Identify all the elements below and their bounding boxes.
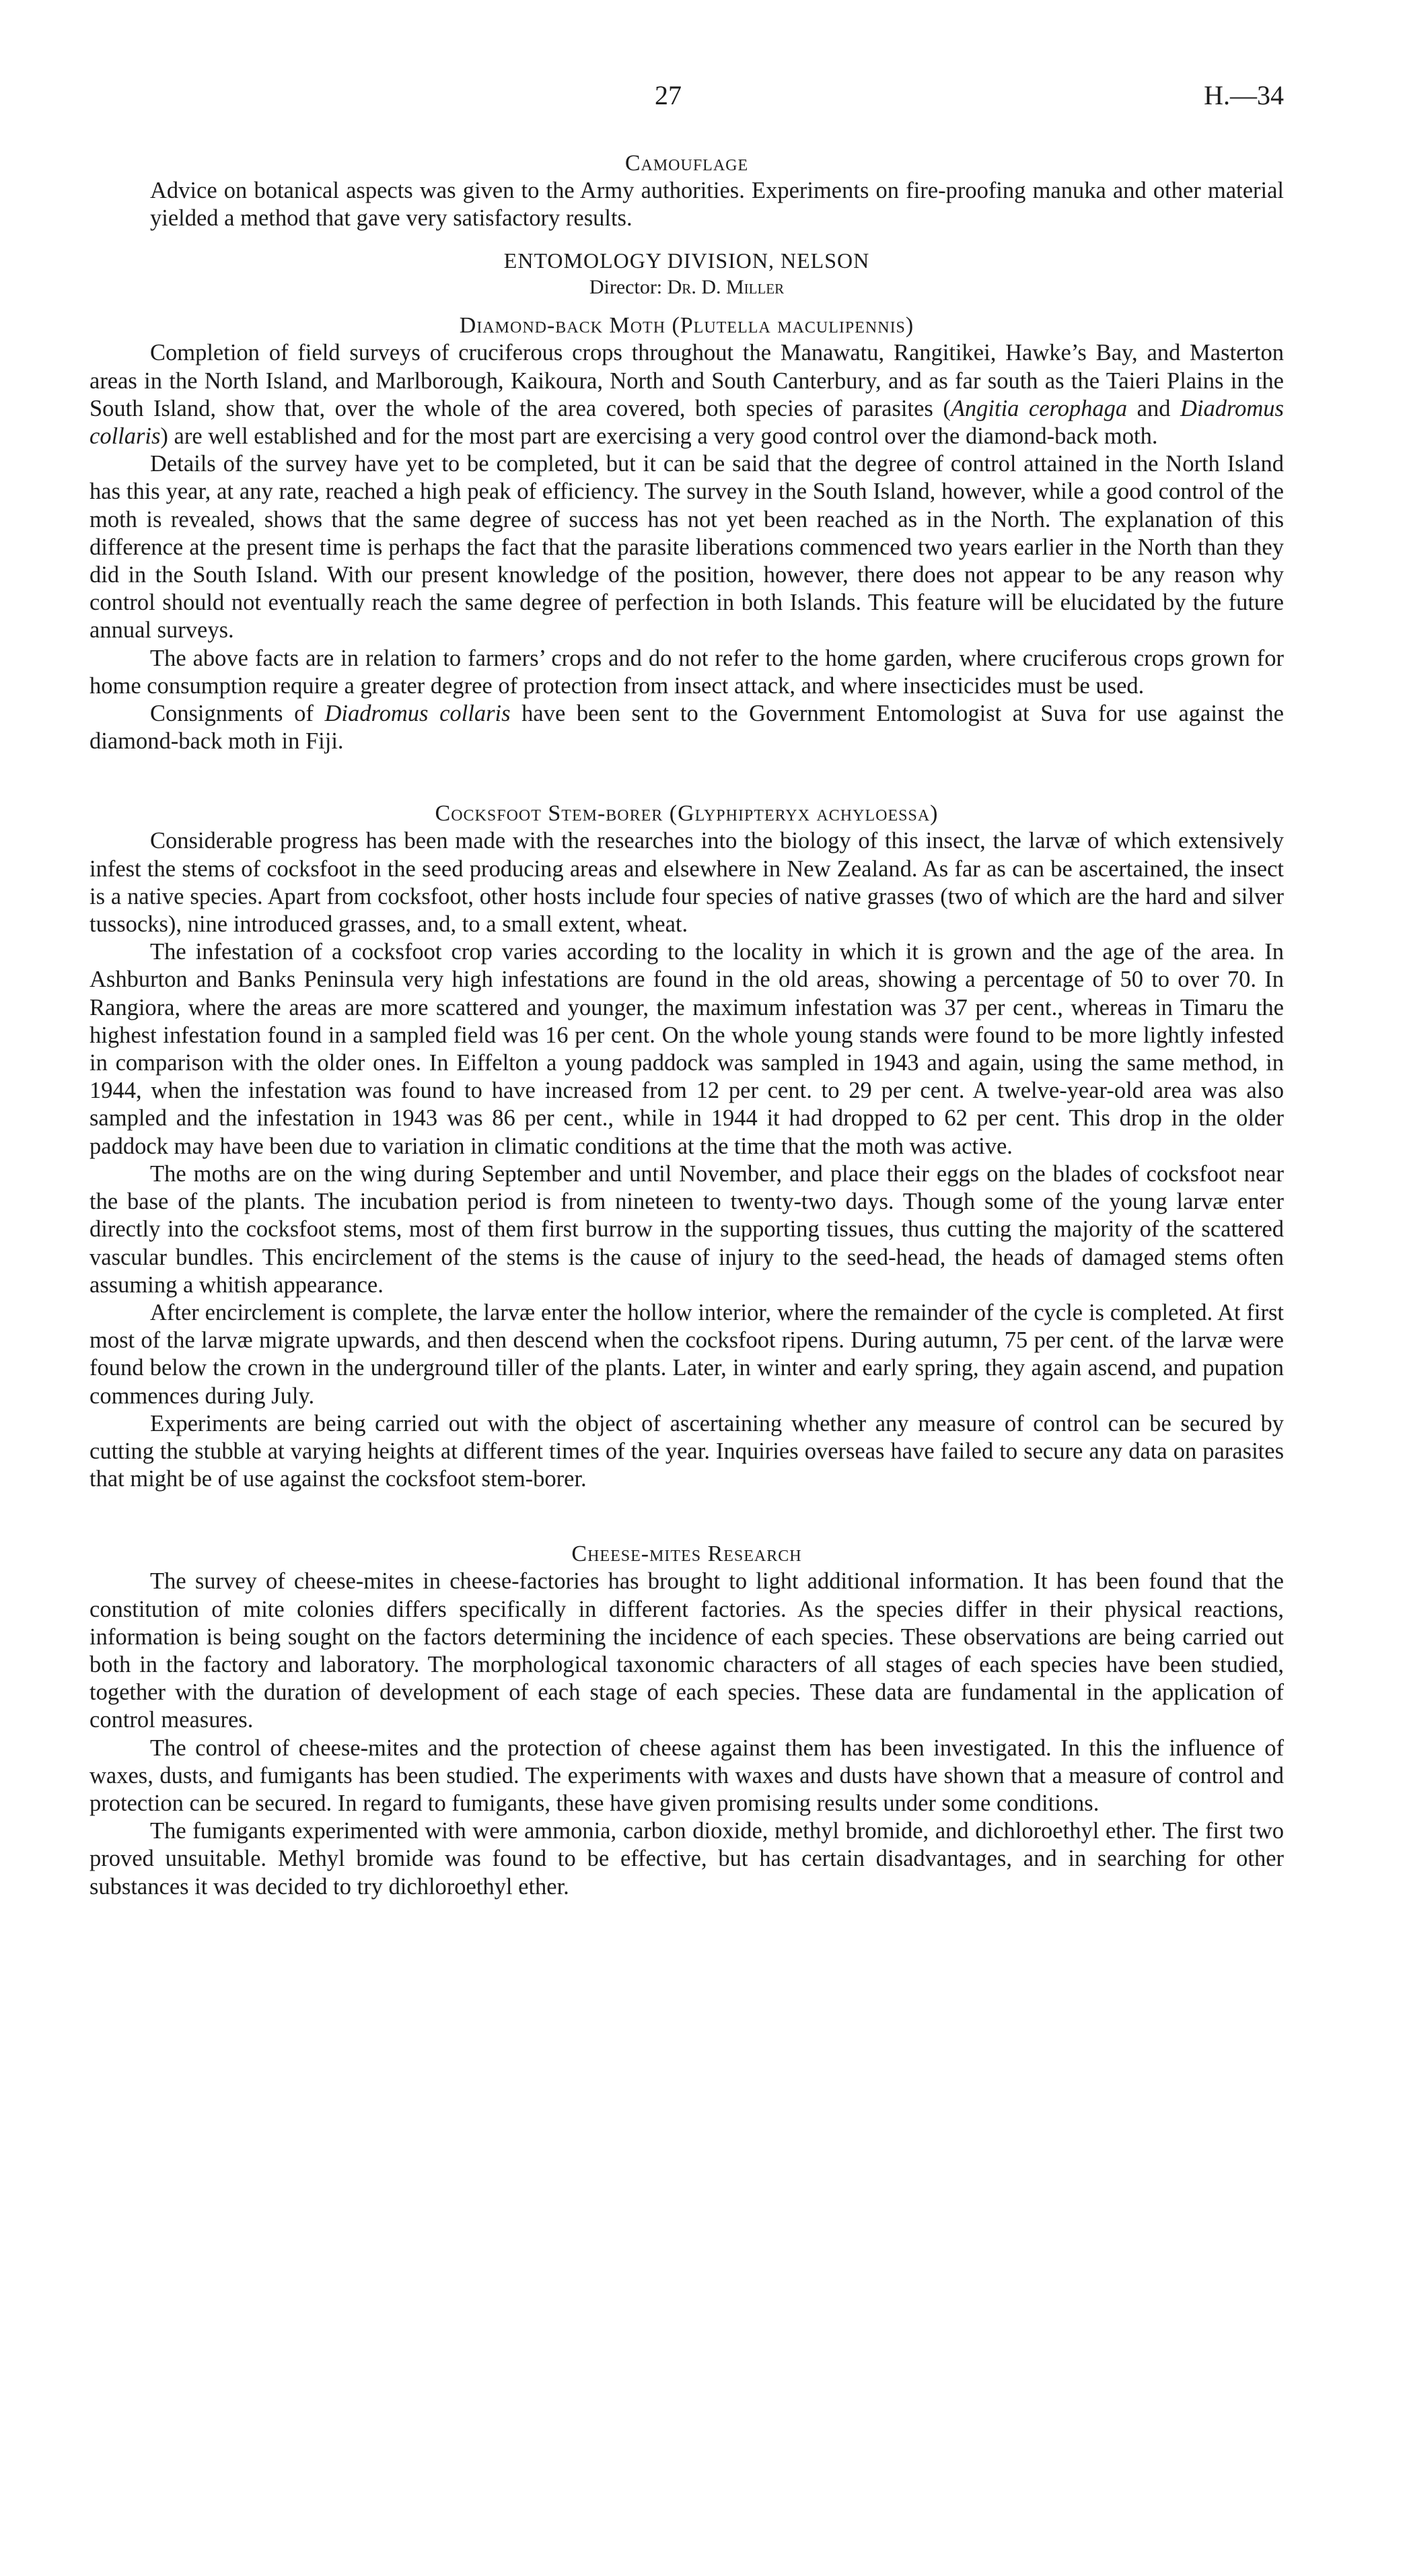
paragraph (89, 339, 1284, 450)
paragraph-text: have been sent to the Government Entomologist at Suva for use against the diamond-back moth in Fiji. (89, 701, 1284, 755)
section-heading-diamond-back-moth: Diamond-back Moth (Plutella maculipennis) (459, 313, 914, 339)
document-body (89, 149, 1284, 1901)
paragraph-text: Consignments of (150, 701, 325, 727)
paragraph: The control of cheese-mites and the protection of cheese against them has been investigated. In this the influence of waxes, dusts, and fumigants has been studied. The experiments with waxes and dusts have shown that a measure of control and protection can be secured. In regard to fumigants, these have given promising results under some conditions. (89, 1735, 1284, 1816)
species-name: Diadromus collaris (324, 701, 511, 727)
species-name: Angitia cerophaga (950, 395, 1128, 421)
director-name: Dr. D. Miller (667, 276, 785, 299)
paragraph-text: and (1127, 395, 1180, 421)
section-heading-cocksfoot-stem-borer: Cocksfoot Stem-borer (Glyphipteryx achyloessa) (435, 801, 939, 827)
paragraph: Experiments are being carried out with the object of ascertaining whether any measure of control can be secured by cutting the stubble at varying heights at different times of the year. Inquiries overseas have failed to secure any data on parasites that might be of use against the cocksfoot stem-borer. (89, 1410, 1284, 1492)
section-heading-cheese-mites: Cheese-mites Research (571, 1541, 802, 1567)
paragraph-text: Completion of field surveys of cruciferous crops throughout the Manawatu, Rangitikei, Hawke’s Bay, and Masterton areas in the North Island, and Marlborough, Kaikoura, North and South Canterbury, and as far south as the Taieri Plains in the South Island, show that, over the whole of the area covered, both species of parasites ( (89, 340, 1284, 421)
paragraph: Details of the survey have yet to be completed, but it can be said that the degree of control attained in the North Island has this year, at any rate, reached a high peak of efficiency. The survey in the South Island, however, while a good control of the moth is revealed, shows that the same degree of success has not yet been reached as in the North. The explanation of this difference at the present time is perhaps the fact that the parasite liberations commenced two years earlier in the North than they did in the South Island. With our present knowledge of the position, however, there does not appear to be any reason why control should not eventually reach the same degree of perfection in both Islands. This feature will be elucidated by the future annual surveys. (89, 451, 1284, 643)
division-heading: ENTOMOLOGY DIVISION, NELSON (503, 248, 870, 273)
paragraph: The survey of cheese-mites in cheese-factories has brought to light additional information. It has been found that the constitution of mite colonies differs specifically in different factories. As the species differ in their physical reactions, information is being sought on the factors determining the incidence of each species. These observations are being carried out both in the factory and laboratory. The morphological taxonomic characters of all stages of each species have been studied, together with the duration of development of each stage of each species. These data are fundamental in the application of control measures. (89, 1568, 1284, 1733)
paragraph-text: ) are well established and for the most part are exercising a very good control over the diamond-back moth. (160, 423, 1158, 450)
paragraph: The above facts are in relation to farmers’ crops and do not refer to the home garden, where cruciferous crops grown for home consumption require a greater degree of protection from insect attack, and where insecticides must be used. (89, 645, 1284, 699)
document-reference: H.—34 (1204, 80, 1284, 110)
paragraph (89, 700, 1284, 755)
paragraph: Considerable progress has been made with the researches into the biology of this insect, the larvæ of which extensively infest the stems of cocksfoot in the seed producing areas and elsewhere in New Zealand. As far as can be ascertained, the insect is a native species. Apart from cocksfoot, other hosts include four species of native grasses (two of which are the hard and silver tussocks), nine introduced grasses, and, to a small extent, wheat. (89, 828, 1284, 938)
paragraph: The moths are on the wing during September and until November, and place their eggs on the blades of cocksfoot near the base of the plants. The incubation period is from nineteen to twenty-two days. Though some of the young larvæ enter directly into the cocksfoot stems, most of them first burrow in the supporting tissues, thus cutting the majority of the scattered vascular bundles. This encirclement of the stems is the cause of injury to the seed-head, the heads of damaged stems often assuming a whitish appearance. (89, 1160, 1284, 1298)
page-number: 27 (655, 80, 682, 110)
page-header (89, 79, 1284, 120)
paragraph (89, 177, 1284, 232)
paragraph: The fumigants experimented with were ammonia, carbon dioxide, methyl bromide, and dichloroethyl ether. The first two proved unsuitable. Methyl bromide was found to be effective, but has certain disadvantages, and in searching for other substances it was decided to try dichloroethyl ether. (89, 1818, 1284, 1900)
director-label: Director: (589, 276, 663, 299)
paragraph: After encirclement is complete, the larvæ enter the hollow interior, where the remainder of the cycle is completed. At first most of the larvæ migrate upwards, and then descend when the cocksfoot ripens. During autumn, 75 per cent. of the larvæ were found below the crown in the underground tiller of the plants. Later, in winter and early spring, they again ascend, and pupation commences during July. (89, 1299, 1284, 1409)
paragraph: The infestation of a cocksfoot crop varies according to the locality in which it is grown and the age of the area. In Ashburton and Banks Peninsula very high infestations are found in the old areas, showing a percentage of 50 to over 70. In Rangiora, where the areas are more scattered and younger, the maximum infestation was 37 per cent., whereas in Timaru the highest infestation found in a sampled field was 16 per cent. On the whole young stands were found to be more lightly infested in comparison with the older ones. In Eiffelton a young paddock was sampled in 1943 and again, using the same method, in 1944, when the infestation was found to have increased from 12 per cent. to 29 per cent. A twelve-year-old area was also sampled and the infestation in 1943 was 86 per cent., while in 1944 it had dropped to 62 per cent. This drop in the older paddock may have been due to variation in climatic conditions at the time that the moth was active. (89, 939, 1284, 1159)
species-name: Diadromus collaris (89, 395, 1284, 450)
director-line (89, 274, 1284, 301)
section-heading-camouflage: Camouflage (624, 151, 749, 176)
paragraph-text: Advice on botanical aspects was given to the Army authorities. Experiments on fire-proofing manuka and other material yielded a method that gave very satisfactory results. (150, 178, 1284, 232)
